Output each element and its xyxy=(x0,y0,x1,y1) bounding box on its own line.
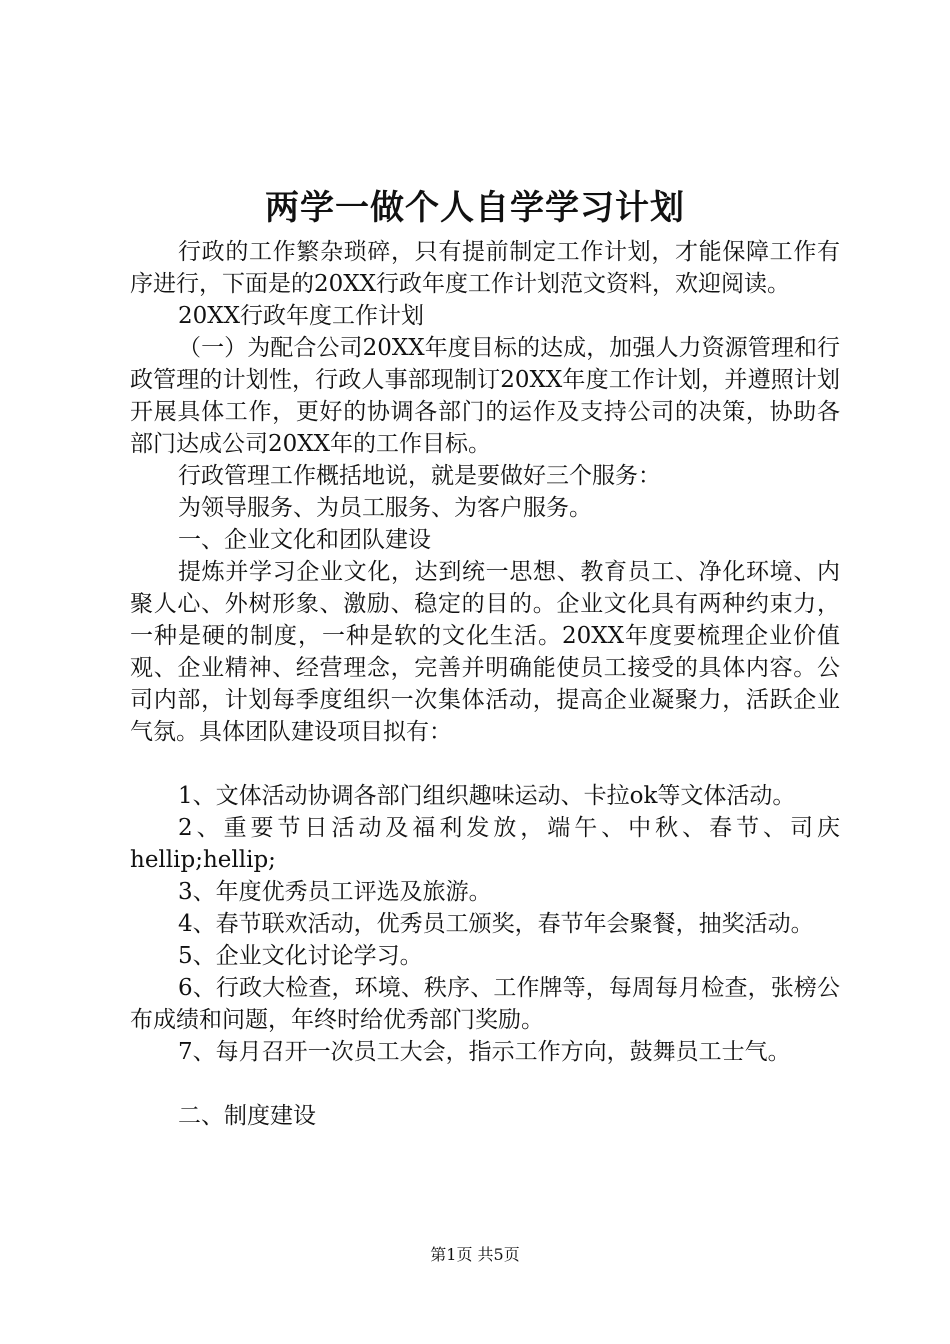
heading-culture-team: 一、企业文化和团队建设 xyxy=(178,527,431,553)
list-item-3: 3、年度优秀员工评选及旅游。 xyxy=(178,879,492,905)
list-item-4: 4、春节联欢活动，优秀员工颁奖，春节年会聚餐，抽奖活动。 xyxy=(178,911,814,937)
heading-system-building: 二、制度建设 xyxy=(178,1103,316,1129)
document-title: 两学一做个人自学学习计划 xyxy=(265,188,685,228)
list-item-7: 7、每月召开一次员工大会，指示工作方向，鼓舞员工士气。 xyxy=(178,1039,791,1065)
document-body xyxy=(130,236,840,1132)
list-item-5: 5、企业文化讨论学习。 xyxy=(178,943,423,969)
paragraph-plan-heading: 20XX行政年度工作计划 xyxy=(178,303,425,329)
page-number-footer: 第1页 共5页 xyxy=(430,1245,520,1264)
list-item-6: 6、行政大检查，环境、秩序、工作牌等，每周每月检查，张榜公布成绩和问题，年终时给优秀部门奖励。 xyxy=(130,975,840,1033)
paragraph-culture: 提炼并学习企业文化，达到统一思想、教育员工、净化环境、内聚人心、外树形象、激励、稳定的目的。企业文化具有两种约束力，一种是硬的制度，一种是软的文化生活。20XX年度要梳理企业价值观、企业精神、经营理念，完善并明确能使员工接受的具体内容。公司内部，计划每季度组织一次集体活动，提高企业凝聚力，活跃企业气氛。具体团队建设项目拟有： xyxy=(130,559,840,745)
list-item-2: 2、重要节日活动及福利发放，端午、中秋、春节、司庆hellip;hellip; xyxy=(130,815,840,873)
paragraph-intro: 行政的工作繁杂琐碎，只有提前制定工作计划，才能保障工作有序进行，下面是的20XX行政年度工作计划范文资料，欢迎阅读。 xyxy=(130,239,840,297)
paragraph-section-one-intro: （一）为配合公司20XX年度目标的达成，加强人力资源管理和行政管理的计划性，行政人事部现制订20XX年度工作计划，并遵照计划开展具体工作，更好的协调各部门的运作及支持公司的决策，协助各部门达成公司20XX年的工作目标。 xyxy=(130,335,840,457)
list-item-1: 1、文体活动协调各部门组织趣味运动、卡拉ok等文体活动。 xyxy=(178,783,796,809)
paragraph-services: 为领导服务、为员工服务、为客户服务。 xyxy=(178,495,592,521)
paragraph-summary: 行政管理工作概括地说，就是要做好三个服务： xyxy=(178,463,661,489)
